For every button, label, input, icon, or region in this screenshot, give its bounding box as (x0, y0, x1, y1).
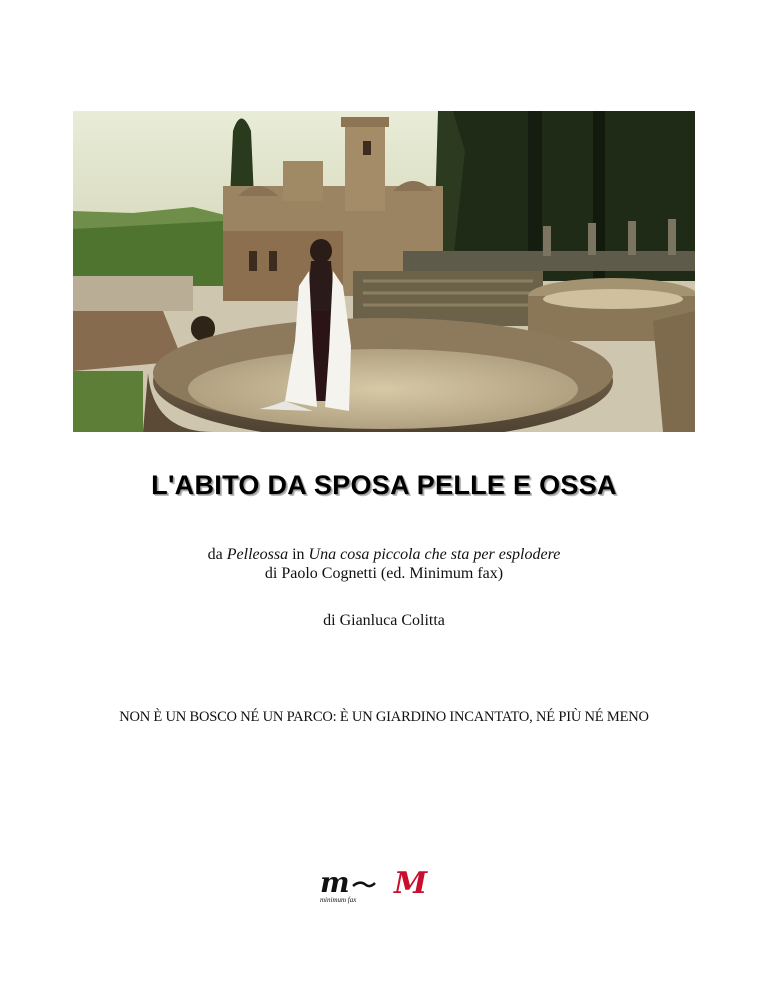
minimum-fax-logo (318, 866, 380, 908)
source-credit (0, 545, 768, 583)
adapter-credit: di Gianluca Colitta (323, 612, 445, 629)
tagline: NON È UN BOSCO NÉ UN PARCO: È UN GIARDINO INCANTATO, NÉ PIÙ NÉ MENO (119, 709, 649, 725)
page-title: L'ABITO DA SPOSA PELLE E OSSA (151, 470, 617, 500)
story-title: Pelleossa (226, 546, 289, 563)
source-line-1 (0, 545, 768, 564)
source-prefix: da (207, 546, 227, 563)
minimum-fax-swoosh-icon (352, 880, 376, 890)
minimum-fax-mark: m (320, 866, 348, 899)
book-title: Una cosa piccola che sta per esplodere (308, 546, 561, 563)
publisher-logos (318, 866, 448, 912)
source-middle: in (288, 546, 309, 563)
garden-scene-image (73, 111, 695, 432)
minimum-fax-name: minimum fax (320, 896, 357, 904)
source-line-2: di Paolo Cognetti (ed. Minimum fax) (264, 565, 504, 582)
cover-photo (73, 111, 695, 432)
red-m-logo: M (394, 866, 428, 901)
